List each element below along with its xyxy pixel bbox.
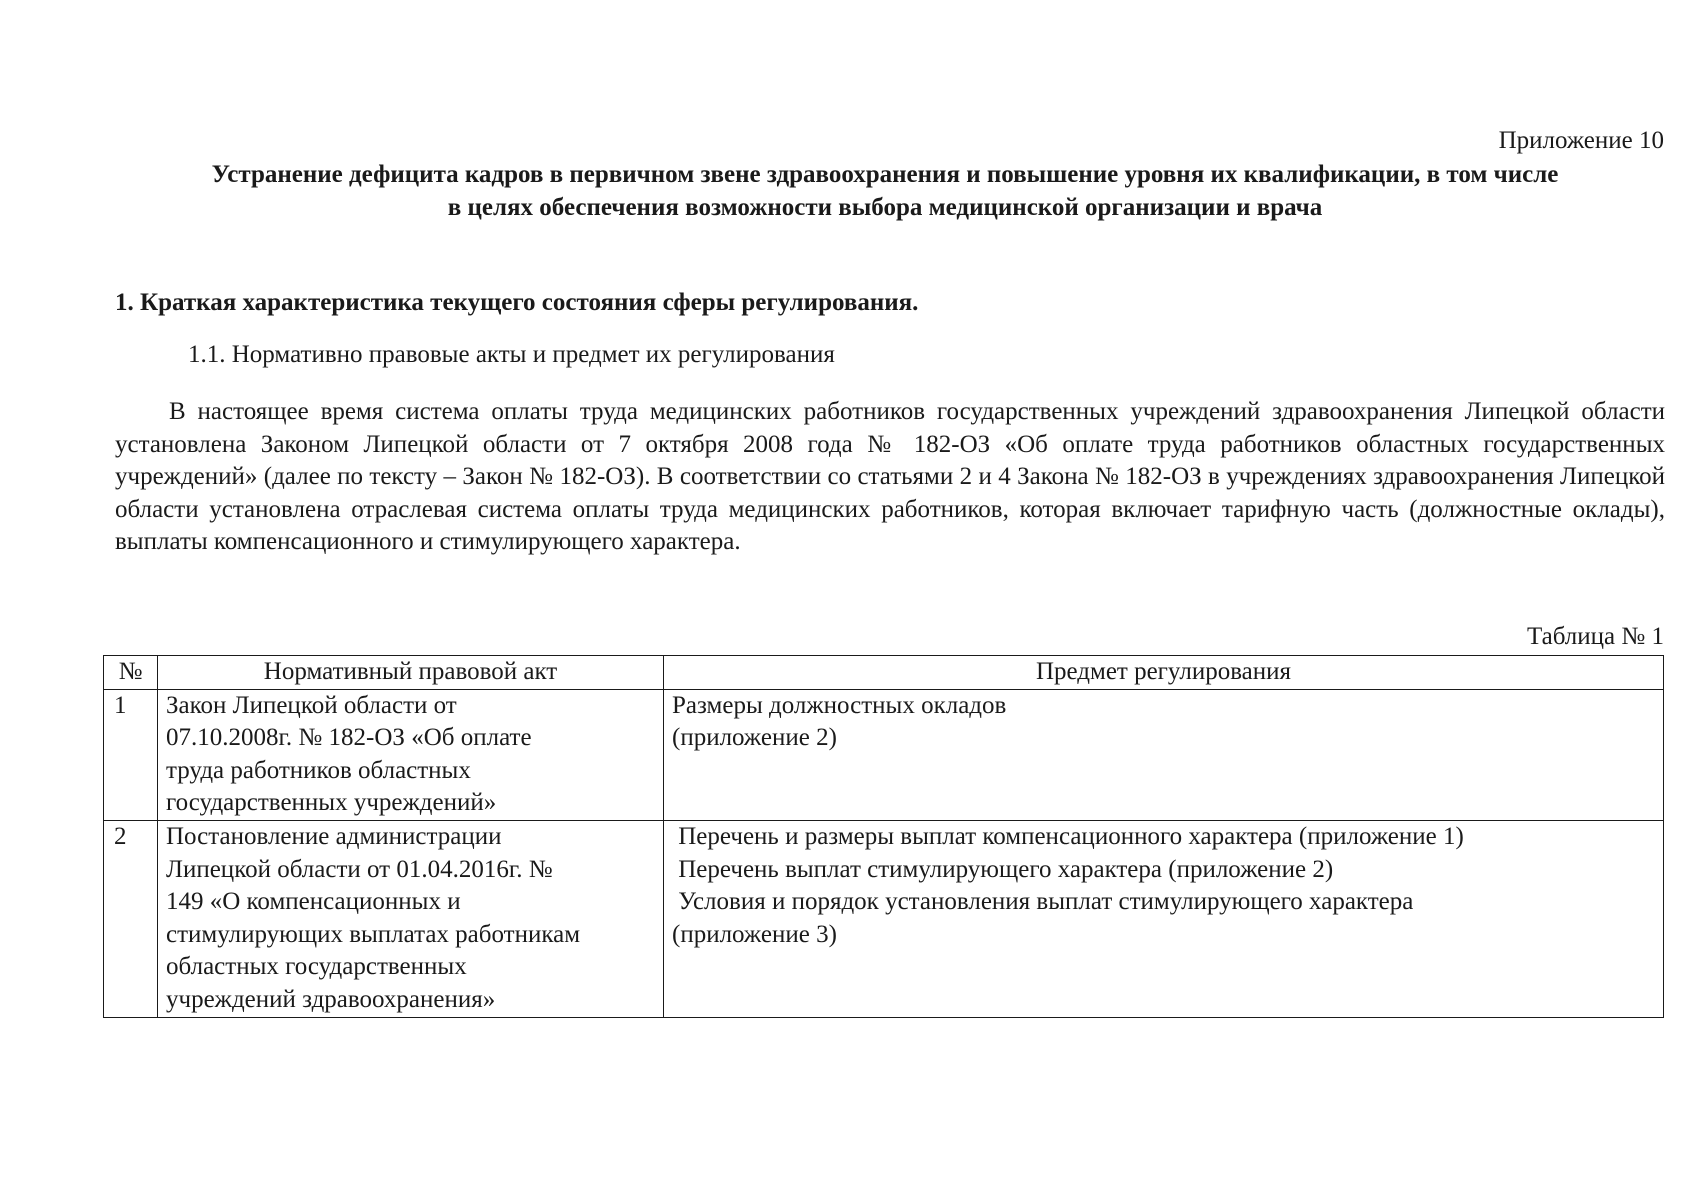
act-line: Липецкой области от 01.04.2016г. №	[166, 855, 553, 883]
row-number: 1	[104, 689, 158, 820]
table-header-row	[104, 656, 1664, 690]
subject-line: Условия и порядок установления выплат стимулирующего характера	[672, 888, 1414, 916]
act-line: областных государственных	[166, 953, 467, 981]
document-title	[100, 158, 1670, 224]
subject-line: (приложение 2)	[672, 724, 837, 752]
document-title-line-1: Устранение дефицита кадров в первичном звене здравоохранения и повышение уровня их квалификации, в том числе	[211, 161, 1559, 188]
header-num: №	[104, 656, 158, 690]
appendix-label: Приложение 10	[1498, 127, 1664, 154]
subject-line: Перечень и размеры выплат компенсационного характера (приложение 1)	[672, 822, 1464, 850]
regulatory-acts-table	[103, 655, 1664, 1018]
subsection-heading: 1.1. Нормативно правовые акты и предмет их регулирования	[188, 341, 835, 368]
row-act	[158, 689, 664, 820]
section-heading: 1. Краткая характеристика текущего состояния сферы регулирования.	[115, 289, 919, 316]
table-row	[104, 689, 1664, 820]
header-act: Нормативный правовой акт	[158, 656, 664, 690]
act-line: труда работников областных	[166, 756, 471, 784]
row-act	[158, 820, 664, 1017]
act-line: государственных учреждений»	[166, 789, 497, 817]
body-paragraph: В настоящее время система оплаты труда медицинских работников государственных учреждений здравоохранения Липецкой области установлена Законом Липецкой области от 7 октября 2008 года № 182-ОЗ «Об оплате труда работников областных государственных учреждений» (далее по тексту – Закон № 182-ОЗ). В соответствии со статьями 2 и 4 Закона № 182-ОЗ в учреждениях здравоохранения Липецкой области установлена отраслевая система оплаты труда медицинских работников, которая включает тарифную часть (должностные оклады), выплаты компенсационного и стимулирующего характера.	[115, 398, 1665, 556]
table-caption: Таблица № 1	[1526, 623, 1664, 650]
subject-line: Перечень выплат стимулирующего характера (приложение 2)	[672, 855, 1334, 883]
row-subject	[664, 689, 1664, 820]
subject-line: (приложение 3)	[672, 920, 837, 948]
row-subject	[664, 820, 1664, 1017]
table-row	[104, 820, 1664, 1017]
act-line: Закон Липецкой области от	[166, 691, 457, 719]
row-number: 2	[104, 820, 158, 1017]
act-line: 07.10.2008г. № 182-ОЗ «Об оплате	[166, 724, 532, 752]
subject-line: Размеры должностных окладов	[672, 691, 1007, 719]
document-title-line-2: в целях обеспечения возможности выбора медицинской организации и врача	[447, 194, 1323, 221]
header-subject: Предмет регулирования	[664, 656, 1664, 690]
act-line: 149 «О компенсационных и	[166, 888, 461, 916]
act-line: стимулирующих выплатах работникам	[166, 920, 581, 948]
act-line: Постановление администрации	[166, 822, 502, 850]
act-line: учреждений здравоохранения»	[166, 985, 496, 1013]
